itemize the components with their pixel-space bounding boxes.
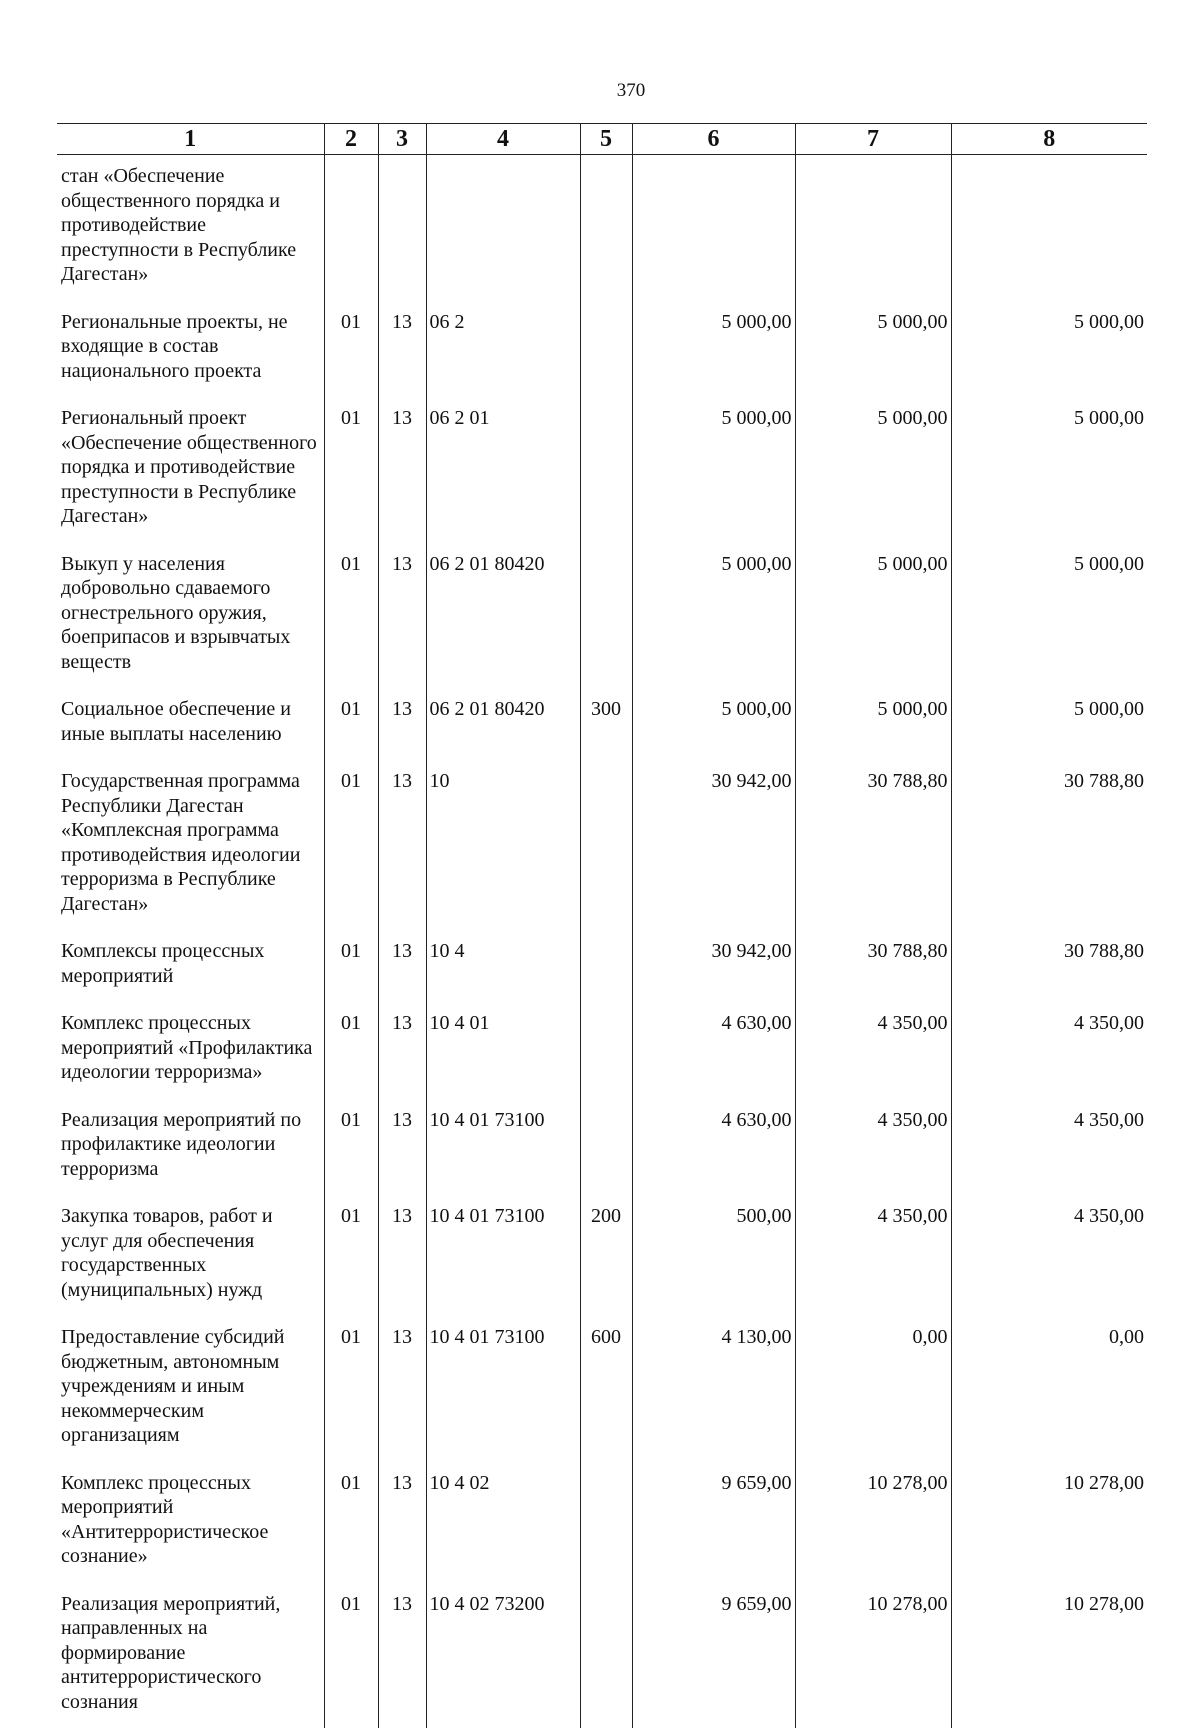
section-code-cell: 01 bbox=[324, 310, 378, 407]
amount-col7-cell bbox=[795, 155, 951, 310]
amount-col6-cell: 5 000,00 bbox=[632, 406, 795, 552]
amount-col8-cell: 5 000,00 bbox=[951, 406, 1147, 552]
expense-type-cell bbox=[580, 310, 632, 407]
target-article-cell: 06 2 01 80420 bbox=[426, 697, 580, 769]
section-code-cell: 01 bbox=[324, 1204, 378, 1325]
table-row bbox=[57, 552, 1147, 698]
row-name-cell: Региональные проекты, не входящие в состав национального проекта bbox=[57, 310, 324, 407]
table-row bbox=[57, 1592, 1147, 1728]
amount-col7-cell: 10 278,00 bbox=[795, 1592, 951, 1728]
section-code-cell: 01 bbox=[324, 769, 378, 939]
table-header-row bbox=[57, 124, 1147, 155]
target-article-cell: 06 2 bbox=[426, 310, 580, 407]
row-name-cell: стан «Обеспечение общественного порядка и противодействие преступности в Республике Дагестан» bbox=[57, 155, 324, 310]
table-row bbox=[57, 1204, 1147, 1325]
amount-col8-cell: 0,00 bbox=[951, 1325, 1147, 1471]
amount-col6-cell: 30 942,00 bbox=[632, 939, 795, 1011]
amount-col7-cell: 5 000,00 bbox=[795, 552, 951, 698]
expense-type-cell bbox=[580, 406, 632, 552]
row-name-cell: Государственная программа Республики Дагестан «Комплексная программа противодействия идеологии терроризма в Республике Дагестан» bbox=[57, 769, 324, 939]
amount-col6-cell: 30 942,00 bbox=[632, 769, 795, 939]
table-row bbox=[57, 1325, 1147, 1471]
amount-col7-cell: 5 000,00 bbox=[795, 406, 951, 552]
amount-col6-cell: 9 659,00 bbox=[632, 1592, 795, 1728]
target-article-cell: 06 2 01 80420 bbox=[426, 552, 580, 698]
table-row bbox=[57, 406, 1147, 552]
row-name-cell: Комплекс процессных мероприятий «Профилактика идеологии терроризма» bbox=[57, 1011, 324, 1108]
column-header: 4 bbox=[426, 124, 580, 155]
expense-type-cell bbox=[580, 552, 632, 698]
row-name-cell: Комплекс процессных мероприятий «Антитеррористическое сознание» bbox=[57, 1471, 324, 1592]
subsection-code-cell: 13 bbox=[378, 1592, 426, 1728]
section-code-cell: 01 bbox=[324, 1108, 378, 1205]
column-header: 7 bbox=[795, 124, 951, 155]
target-article-cell: 10 4 01 73100 bbox=[426, 1325, 580, 1471]
table-row bbox=[57, 1011, 1147, 1108]
expense-type-cell bbox=[580, 1108, 632, 1205]
table-row bbox=[57, 697, 1147, 769]
amount-col8-cell: 5 000,00 bbox=[951, 310, 1147, 407]
amount-col7-cell: 4 350,00 bbox=[795, 1011, 951, 1108]
amount-col6-cell: 5 000,00 bbox=[632, 552, 795, 698]
expense-type-cell: 600 bbox=[580, 1325, 632, 1471]
row-name-cell: Выкуп у населения добровольно сдаваемого огнестрельного оружия, боеприпасов и взрывчатых веществ bbox=[57, 552, 324, 698]
target-article-cell: 10 4 01 73100 bbox=[426, 1108, 580, 1205]
target-article-cell: 10 4 01 bbox=[426, 1011, 580, 1108]
amount-col8-cell: 30 788,80 bbox=[951, 769, 1147, 939]
subsection-code-cell: 13 bbox=[378, 406, 426, 552]
amount-col6-cell: 500,00 bbox=[632, 1204, 795, 1325]
amount-col7-cell: 5 000,00 bbox=[795, 697, 951, 769]
expense-type-cell bbox=[580, 1592, 632, 1728]
subsection-code-cell: 13 bbox=[378, 939, 426, 1011]
amount-col8-cell bbox=[951, 155, 1147, 310]
row-name-cell: Предоставление субсидий бюджетным, автономным учреждениям и иным некоммерческим организациям bbox=[57, 1325, 324, 1471]
subsection-code-cell: 13 bbox=[378, 1011, 426, 1108]
subsection-code-cell: 13 bbox=[378, 310, 426, 407]
section-code-cell: 01 bbox=[324, 406, 378, 552]
column-header: 8 bbox=[951, 124, 1147, 155]
amount-col6-cell: 4 630,00 bbox=[632, 1011, 795, 1108]
section-code-cell: 01 bbox=[324, 1325, 378, 1471]
section-code-cell: 01 bbox=[324, 1011, 378, 1108]
section-code-cell: 01 bbox=[324, 697, 378, 769]
amount-col6-cell: 9 659,00 bbox=[632, 1471, 795, 1592]
section-code-cell bbox=[324, 155, 378, 310]
row-name-cell: Реализация мероприятий, направленных на формирование антитеррористического сознания bbox=[57, 1592, 324, 1728]
target-article-cell: 10 4 02 bbox=[426, 1471, 580, 1592]
amount-col8-cell: 10 278,00 bbox=[951, 1471, 1147, 1592]
subsection-code-cell: 13 bbox=[378, 1471, 426, 1592]
amount-col7-cell: 4 350,00 bbox=[795, 1204, 951, 1325]
table-row bbox=[57, 310, 1147, 407]
amount-col7-cell: 30 788,80 bbox=[795, 769, 951, 939]
column-header: 1 bbox=[57, 124, 324, 155]
amount-col7-cell: 5 000,00 bbox=[795, 310, 951, 407]
target-article-cell: 10 4 bbox=[426, 939, 580, 1011]
subsection-code-cell: 13 bbox=[378, 769, 426, 939]
subsection-code-cell: 13 bbox=[378, 552, 426, 698]
section-code-cell: 01 bbox=[324, 1592, 378, 1728]
row-name-cell: Региональный проект «Обеспечение общественного порядка и противодействие преступности в Республике Дагестан» bbox=[57, 406, 324, 552]
amount-col7-cell: 4 350,00 bbox=[795, 1108, 951, 1205]
section-code-cell: 01 bbox=[324, 1471, 378, 1592]
page-number: 370 bbox=[0, 80, 1200, 102]
row-name-cell: Закупка товаров, работ и услуг для обеспечения государственных (муниципальных) нужд bbox=[57, 1204, 324, 1325]
table-row bbox=[57, 769, 1147, 939]
budget-table bbox=[57, 123, 1147, 1728]
subsection-code-cell bbox=[378, 155, 426, 310]
expense-type-cell bbox=[580, 769, 632, 939]
expense-type-cell bbox=[580, 939, 632, 1011]
amount-col6-cell bbox=[632, 155, 795, 310]
target-article-cell: 10 bbox=[426, 769, 580, 939]
row-name-cell: Социальное обеспечение и иные выплаты населению bbox=[57, 697, 324, 769]
column-header: 3 bbox=[378, 124, 426, 155]
target-article-cell bbox=[426, 155, 580, 310]
amount-col7-cell: 10 278,00 bbox=[795, 1471, 951, 1592]
amount-col8-cell: 5 000,00 bbox=[951, 697, 1147, 769]
column-header: 6 bbox=[632, 124, 795, 155]
amount-col6-cell: 5 000,00 bbox=[632, 697, 795, 769]
column-header: 2 bbox=[324, 124, 378, 155]
row-name-cell: Реализация мероприятий по профилактике идеологии терроризма bbox=[57, 1108, 324, 1205]
amount-col8-cell: 4 350,00 bbox=[951, 1108, 1147, 1205]
section-code-cell: 01 bbox=[324, 552, 378, 698]
amount-col8-cell: 4 350,00 bbox=[951, 1011, 1147, 1108]
target-article-cell: 10 4 01 73100 bbox=[426, 1204, 580, 1325]
column-header: 5 bbox=[580, 124, 632, 155]
target-article-cell: 06 2 01 bbox=[426, 406, 580, 552]
amount-col7-cell: 30 788,80 bbox=[795, 939, 951, 1011]
amount-col7-cell: 0,00 bbox=[795, 1325, 951, 1471]
row-name-cell: Комплексы процессных мероприятий bbox=[57, 939, 324, 1011]
subsection-code-cell: 13 bbox=[378, 1108, 426, 1205]
amount-col8-cell: 4 350,00 bbox=[951, 1204, 1147, 1325]
amount-col6-cell: 4 630,00 bbox=[632, 1108, 795, 1205]
table-row bbox=[57, 939, 1147, 1011]
expense-type-cell bbox=[580, 1011, 632, 1108]
subsection-code-cell: 13 bbox=[378, 1325, 426, 1471]
subsection-code-cell: 13 bbox=[378, 697, 426, 769]
expense-type-cell: 200 bbox=[580, 1204, 632, 1325]
amount-col8-cell: 5 000,00 bbox=[951, 552, 1147, 698]
subsection-code-cell: 13 bbox=[378, 1204, 426, 1325]
amount-col6-cell: 4 130,00 bbox=[632, 1325, 795, 1471]
amount-col6-cell: 5 000,00 bbox=[632, 310, 795, 407]
section-code-cell: 01 bbox=[324, 939, 378, 1011]
expense-type-cell bbox=[580, 1471, 632, 1592]
amount-col8-cell: 10 278,00 bbox=[951, 1592, 1147, 1728]
table-row bbox=[57, 155, 1147, 310]
amount-col8-cell: 30 788,80 bbox=[951, 939, 1147, 1011]
table-row bbox=[57, 1471, 1147, 1592]
target-article-cell: 10 4 02 73200 bbox=[426, 1592, 580, 1728]
table-row bbox=[57, 1108, 1147, 1205]
expense-type-cell bbox=[580, 155, 632, 310]
expense-type-cell: 300 bbox=[580, 697, 632, 769]
